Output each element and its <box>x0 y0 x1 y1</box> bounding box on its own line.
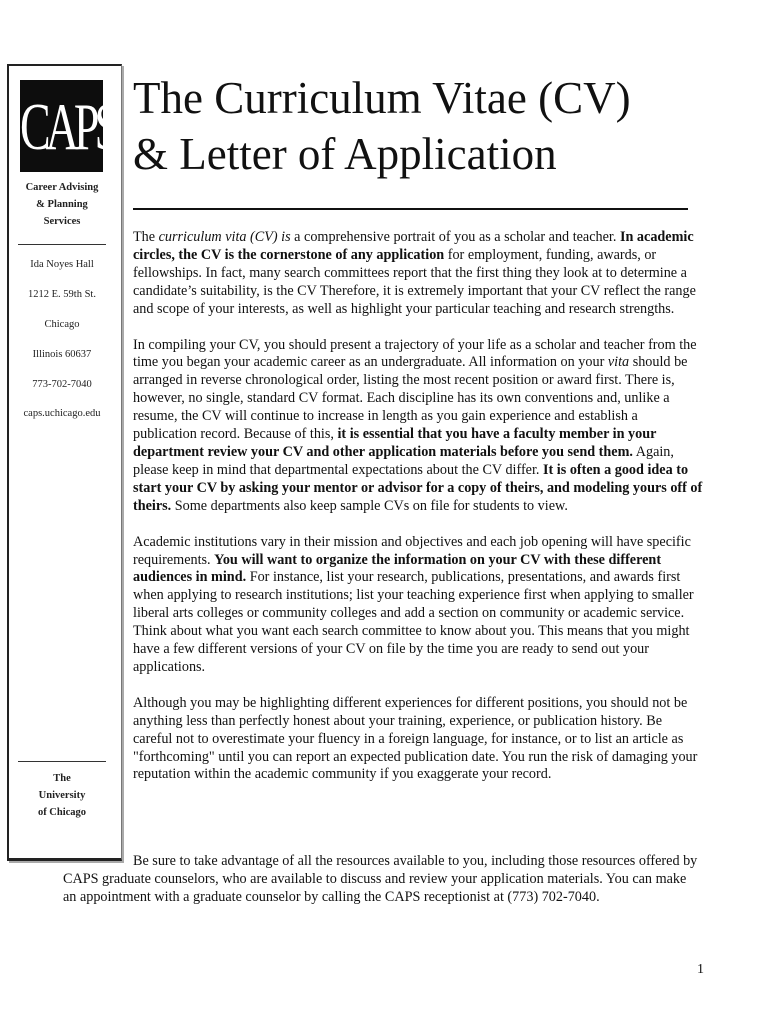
website: caps.uchicago.edu <box>23 408 101 419</box>
org-name-line3: Services <box>43 216 81 227</box>
university-line2: University <box>38 790 86 801</box>
sidebar-divider-bottom <box>18 761 106 762</box>
page-number: 1 <box>697 962 704 977</box>
address-city: Chicago <box>44 319 80 330</box>
address-state-zip: Illinois 60637 <box>32 349 92 360</box>
org-name-line2: & Planning <box>36 199 88 210</box>
university-line1: The <box>53 773 71 784</box>
paragraph-resources: Be sure to take advantage of all the resources available to you, including those resources offered by CAPS graduate counselors, who are available to discuss and review your application materials. You can make an appointment with a graduate counselor by calling the CAPS receptionist at (773) 702-7040. <box>63 853 698 905</box>
paragraph-intro: The curriculum vita (CV) is a comprehensive portrait of you as a scholar and teacher. In academic circles, the CV is the cornerstone of any application for employment, funding, awards, or fellowships. In fact, many search committees report that the first thing they look at to determine a candidate’s suitability, is the CV Therefore, it is extremely important that your CV reflect the range and scope of your interests, as well as highlight your particular teaching and research strengths. <box>133 229 696 317</box>
university-line3: of Chicago <box>37 807 87 818</box>
caps-logo-text: CAPS <box>20 89 116 164</box>
page-title-line1: The Curriculum Vitae (CV) <box>133 73 631 123</box>
paragraph-honesty: Although you may be highlighting different experiences for different positions, you should not be anything less than perfectly honest about your training, experience, or publication history. Be careful not to overestimate your fluency in a foreign language, for instance, or to list an article as "forthcoming" until you can report an expected publication date. You run the risk of damaging your reputation within the academic community if you exaggerate your record. <box>133 694 698 783</box>
paragraph-compiling: In compiling your CV, you should present a trajectory of your life as a scholar and teacher from the time you began your academic career as an undergraduate. All information on your vita should be arranged in reverse chronological order, listing the most recent position or award first. There is, however, no single, standard CV format. Each discipline has its own conventions and, unlike a resume, the CV will continue to increase in length as you gain experience and establish a publication record. Because of this, it is essential that you have a faculty member in your department review your CV and other application materials before you send them. Again, please keep in mind that departmental expectations about the CV differ. It is often a good idea to start your CV by asking your mentor or advisor for a copy of theirs, and modeling yours off of theirs. Some departments also keep sample CVs on file for students to view. <box>133 336 703 514</box>
phone-number: 773-702-7040 <box>32 379 92 390</box>
paragraph-resources-wrap <box>63 853 703 907</box>
title-divider <box>133 208 688 210</box>
page-title <box>133 70 631 182</box>
address-building: Ida Noyes Hall <box>30 259 94 270</box>
body-text <box>133 229 703 802</box>
paragraph-institutions: Academic institutions vary in their mission and objectives and each job opening will have specific requirements. You will want to organize the information on your CV with these different audiences in mind. For instance, list your research, publications, presentations, and awards first when applying to research institutions; list your teaching experience first when applying to smaller liberal arts colleges or community colleges and add a section on community or academic service. Think about what you want each search committee to know about you. This means that you might have a few different versions of your CV on file by the time you are ready to send out your applications. <box>133 533 694 675</box>
caps-logo <box>20 80 116 172</box>
sidebar-divider <box>18 244 106 245</box>
org-name-line1: Career Advising <box>25 182 99 193</box>
address-street: 1212 E. 59th St. <box>28 289 96 300</box>
page-title-line2: & Letter of Application <box>133 129 557 179</box>
